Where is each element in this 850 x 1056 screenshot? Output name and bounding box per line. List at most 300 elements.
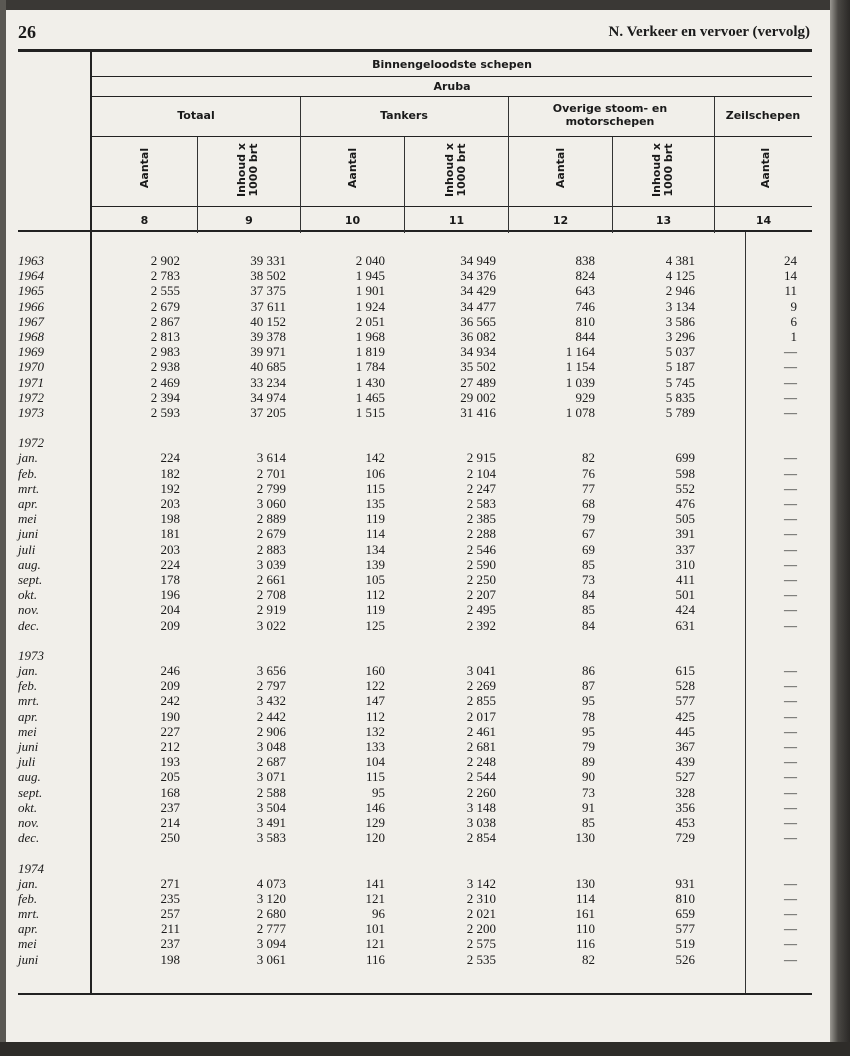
table-cell: 27 489	[460, 374, 496, 390]
scan-edge-top	[0, 0, 850, 10]
table-cell: 237	[160, 936, 180, 952]
table-cell: 84	[582, 617, 595, 633]
table-cell: 34 477	[460, 298, 496, 314]
table-cell: 90	[582, 769, 595, 785]
table-cell: 181	[160, 526, 180, 542]
table-cell: —	[784, 693, 797, 709]
table-cell: 310	[675, 556, 695, 572]
table-cell: 356	[675, 799, 695, 815]
header-bottom-rule	[18, 230, 812, 232]
table-cell: —	[784, 708, 797, 724]
table-cell: 2 575	[466, 936, 496, 952]
table-cell: 2 906	[256, 723, 286, 739]
table-cell: 2 680	[256, 906, 286, 922]
row-label: feb.	[18, 465, 38, 481]
table-cell: 2 248	[466, 754, 496, 770]
table-cell: 95	[582, 723, 595, 739]
row-label: juli	[18, 754, 36, 770]
table-cell: 476	[675, 496, 695, 511]
row-label: mei	[18, 936, 37, 952]
table-cell: 445	[675, 723, 695, 739]
table-cell: 5 745	[665, 374, 695, 390]
table-cell	[305, 435, 385, 450]
table-cell: 1 515	[355, 404, 385, 420]
table-cell	[100, 845, 180, 860]
row-label: 1969	[18, 344, 44, 360]
table-cell: 3 038	[466, 814, 496, 830]
header-zeilschepen: Zeilschepen	[725, 109, 801, 122]
table-cell: 2 544	[466, 769, 496, 785]
row-label	[18, 633, 88, 648]
table-cell: 5 789	[665, 404, 695, 420]
table-cell: —	[784, 617, 797, 633]
table-cell: 36 565	[460, 313, 496, 329]
bottom-rule	[18, 993, 812, 995]
header-subgroup: Aruba	[433, 80, 471, 93]
table-cell: 114	[575, 890, 595, 906]
table-cell: 101	[365, 921, 385, 937]
table-cell: 95	[372, 784, 385, 800]
table-cell: 598	[675, 465, 695, 481]
table-cell: 6	[790, 313, 797, 329]
row-label: feb.	[18, 890, 38, 906]
table-cell: 39 331	[250, 253, 286, 268]
table-cell: 328	[675, 784, 695, 800]
row-label: sept.	[18, 784, 43, 800]
col-number-12: 12	[552, 214, 569, 227]
table-cell: 122	[365, 678, 385, 694]
table-cell: 135	[365, 496, 385, 511]
row-label: nov.	[18, 814, 40, 830]
col14-values	[750, 253, 797, 967]
col9-values	[200, 253, 286, 967]
table-cell	[410, 435, 496, 450]
table-cell: 505	[675, 511, 695, 527]
header-overige: Overige stoom- en motorschepen	[552, 102, 668, 128]
table-cell: 2 555	[150, 283, 180, 299]
table-cell: 119	[365, 511, 385, 527]
table-cell: 115	[365, 480, 385, 496]
row-label: 1973	[18, 647, 44, 663]
table-cell	[615, 420, 695, 435]
table-cell: 4 073	[256, 875, 286, 891]
row-label: 1964	[18, 268, 44, 284]
table-cell: 2 902	[150, 253, 180, 268]
table-cell: 40 152	[250, 313, 286, 329]
table-cell: 931	[675, 875, 695, 891]
table-cell: 2 708	[256, 587, 286, 603]
table-cell	[750, 648, 797, 663]
table-cell: 4 381	[665, 253, 695, 268]
table-cell: —	[784, 921, 797, 937]
table-cell	[305, 648, 385, 663]
row-label: apr.	[18, 921, 38, 937]
table-cell: 3 071	[256, 769, 286, 785]
table-cell: 147	[365, 693, 385, 709]
table-cell: —	[784, 374, 797, 390]
header-rule-4	[92, 206, 812, 207]
table-cell: 2 021	[466, 906, 496, 922]
col11-label: Inhoud x 1000 brt	[443, 143, 468, 197]
table-cell: 224	[160, 556, 180, 572]
table-cell: 631	[675, 617, 695, 633]
table-cell: 205	[160, 769, 180, 785]
table-cell: —	[784, 602, 797, 618]
table-cell: 160	[365, 663, 385, 679]
table-cell: 3 022	[256, 617, 286, 633]
col-number-10: 10	[344, 214, 361, 227]
table-cell: 3 504	[256, 799, 286, 815]
table-cell: 3 061	[256, 951, 286, 967]
table-cell: 34 934	[460, 344, 496, 360]
col8-label: Aantal	[138, 147, 151, 189]
table-cell	[100, 435, 180, 450]
table-cell: 2 679	[256, 526, 286, 542]
table-cell	[410, 420, 496, 435]
row-label: 1974	[18, 860, 44, 876]
table-cell: —	[784, 404, 797, 420]
table-cell: 2 687	[256, 754, 286, 770]
table-cell: 5 835	[665, 389, 695, 405]
table-cell: 82	[582, 450, 595, 466]
table-cell: 2 247	[466, 480, 496, 496]
row-label: jan.	[18, 875, 38, 891]
table-cell	[305, 420, 385, 435]
col-number-9: 9	[245, 214, 253, 227]
table-cell	[515, 861, 595, 876]
table-cell	[410, 633, 496, 648]
table-cell: 659	[675, 906, 695, 922]
table-cell	[410, 845, 496, 860]
table-cell: 1 465	[355, 389, 385, 405]
table-cell: 5 187	[665, 359, 695, 375]
table-cell: 190	[160, 708, 180, 724]
table-cell: 2 588	[256, 784, 286, 800]
table-cell: 2 799	[256, 480, 286, 496]
table-cell: 76	[582, 465, 595, 481]
row-label: jan.	[18, 450, 38, 466]
table-cell: 106	[365, 465, 385, 481]
row-label: aug.	[18, 556, 41, 572]
section-title: N. Verkeer en vervoer (vervolg)	[608, 24, 810, 40]
col11-values	[410, 253, 496, 967]
row-labels	[18, 253, 88, 967]
table-cell: 130	[575, 875, 595, 891]
table-cell: 35 502	[460, 359, 496, 375]
table-cell: 146	[365, 799, 385, 815]
table-cell: 116	[575, 936, 595, 952]
table-cell: 2 469	[150, 374, 180, 390]
table-cell: 79	[582, 739, 595, 754]
table-cell: 2 854	[466, 830, 496, 846]
row-label: 1970	[18, 359, 44, 375]
table-cell: 120	[365, 830, 385, 846]
col-number-14: 14	[755, 214, 772, 227]
table-cell: 212	[160, 739, 180, 754]
table-cell: 2 546	[466, 541, 496, 557]
table-cell	[200, 861, 286, 876]
table-cell: 204	[160, 602, 180, 618]
table-cell: 91	[582, 799, 595, 815]
table-cell: 2 701	[256, 465, 286, 481]
table-cell: 2 813	[150, 328, 180, 344]
table-cell: 1 968	[355, 328, 385, 344]
row-label: feb.	[18, 678, 38, 694]
table-cell: 528	[675, 678, 695, 694]
table-cell: —	[784, 663, 797, 679]
table-cell: 577	[675, 921, 695, 937]
table-cell: 2 200	[466, 921, 496, 937]
table-cell	[750, 420, 797, 435]
table-cell: 78	[582, 708, 595, 724]
table-cell: 2 590	[466, 556, 496, 572]
table-cell: 125	[365, 617, 385, 633]
table-cell: —	[784, 480, 797, 496]
table-cell: 105	[365, 571, 385, 587]
col13-values	[615, 253, 695, 967]
table-cell: 453	[675, 814, 695, 830]
row-label: apr.	[18, 496, 38, 511]
table-cell: 3 134	[665, 298, 695, 314]
table-cell: 1 078	[565, 404, 595, 420]
table-cell: 2 385	[466, 511, 496, 527]
col8-values	[100, 253, 180, 967]
table-cell	[305, 861, 385, 876]
row-label: apr.	[18, 708, 38, 724]
table-cell: 224	[160, 450, 180, 466]
table-cell: 3 656	[256, 663, 286, 679]
table-cell: 34 949	[460, 253, 496, 268]
table-cell: 2 593	[150, 404, 180, 420]
table-cell: 196	[160, 587, 180, 603]
table-cell: 192	[160, 480, 180, 496]
table-cell: —	[784, 951, 797, 967]
row-label: mei	[18, 723, 37, 739]
table-cell: 3 142	[466, 875, 496, 891]
table-cell: 526	[675, 951, 695, 967]
table-cell: —	[784, 906, 797, 922]
table-cell: —	[784, 890, 797, 906]
table-cell: 439	[675, 754, 695, 770]
table-cell: 110	[575, 921, 595, 937]
table-cell: 209	[160, 617, 180, 633]
table-cell: —	[784, 450, 797, 466]
table-cell: 824	[575, 268, 595, 284]
table-cell: 643	[575, 283, 595, 299]
table-cell: 2 783	[150, 268, 180, 284]
table-cell	[200, 435, 286, 450]
top-rule	[18, 49, 812, 52]
row-label: 1965	[18, 283, 44, 299]
col14-label: Aantal	[759, 147, 772, 189]
body-divider-right	[745, 232, 746, 993]
table-cell: 29 002	[460, 389, 496, 405]
table-cell: 519	[675, 936, 695, 952]
table-cell: 1 039	[565, 374, 595, 390]
table-cell: 5 037	[665, 344, 695, 360]
table-cell: 237	[160, 799, 180, 815]
col10-values	[305, 253, 385, 967]
row-label: juni	[18, 739, 39, 754]
table-cell: —	[784, 389, 797, 405]
table-cell: 34 376	[460, 268, 496, 284]
table-cell: 37 375	[250, 283, 286, 299]
table-cell: —	[784, 511, 797, 527]
table-cell: —	[784, 496, 797, 511]
table-cell: 193	[160, 754, 180, 770]
table-cell	[200, 845, 286, 860]
table-cell: 2 681	[466, 739, 496, 754]
table-cell: 33 234	[250, 374, 286, 390]
table-cell: 2 946	[665, 283, 695, 299]
col13-label: Inhoud x 1000 brt	[650, 143, 675, 197]
table-cell: 3 048	[256, 739, 286, 754]
table-cell: 79	[582, 511, 595, 527]
row-label: 1972	[18, 435, 44, 451]
table-cell: 2 883	[256, 541, 286, 557]
table-cell: 2 797	[256, 678, 286, 694]
table-cell: 82	[582, 951, 595, 967]
table-cell: 424	[675, 602, 695, 618]
table-cell	[410, 648, 496, 663]
scan-edge-bottom	[0, 1042, 850, 1056]
table-cell: 2 017	[466, 708, 496, 724]
table-cell: 501	[675, 587, 695, 603]
table-cell: 2 392	[466, 617, 496, 633]
table-cell	[750, 845, 797, 860]
table-cell: 178	[160, 571, 180, 587]
table-cell: 2 867	[150, 313, 180, 329]
table-cell: 250	[160, 830, 180, 846]
table-cell: 142	[365, 450, 385, 466]
table-cell: 85	[582, 556, 595, 572]
table-cell: 2 777	[256, 921, 286, 937]
row-label: 1968	[18, 328, 44, 344]
table-cell: 139	[365, 556, 385, 572]
table-cell	[100, 633, 180, 648]
table-cell: 203	[160, 541, 180, 557]
table-cell: —	[784, 465, 797, 481]
table-cell	[615, 633, 695, 648]
table-cell: 133	[365, 739, 385, 754]
table-cell: 810	[675, 890, 695, 906]
table-cell: 810	[575, 313, 595, 329]
table-cell: 112	[365, 587, 385, 603]
table-cell: 203	[160, 496, 180, 511]
row-label: nov.	[18, 602, 40, 618]
table-cell: 168	[160, 784, 180, 800]
col-number-11: 11	[448, 214, 465, 227]
table-cell: 2 207	[466, 587, 496, 603]
row-label: mrt.	[18, 480, 40, 496]
row-label: sept.	[18, 571, 43, 587]
table-cell: 182	[160, 465, 180, 481]
table-cell: 1 164	[565, 344, 595, 360]
table-cell: —	[784, 359, 797, 375]
table-cell: 4 125	[665, 268, 695, 284]
col-number-13: 13	[655, 214, 672, 227]
table-cell: 214	[160, 814, 180, 830]
table-cell: 2 104	[466, 465, 496, 481]
table-cell: —	[784, 587, 797, 603]
row-label: dec.	[18, 830, 40, 846]
table-cell: —	[784, 769, 797, 785]
table-cell: 77	[582, 480, 595, 496]
table-cell: 3 041	[466, 663, 496, 679]
table-cell: 2 051	[355, 313, 385, 329]
table-cell: 121	[365, 936, 385, 952]
table-cell: 87	[582, 678, 595, 694]
table-cell: 68	[582, 496, 595, 511]
table-cell: 2 983	[150, 344, 180, 360]
table-cell: —	[784, 739, 797, 754]
row-label	[18, 845, 88, 860]
table-cell: 9	[790, 298, 797, 314]
table-cell	[515, 648, 595, 663]
table-cell: 3 432	[256, 693, 286, 709]
table-cell	[615, 845, 695, 860]
table-cell: —	[784, 830, 797, 846]
row-label: juni	[18, 951, 39, 967]
table-cell	[100, 420, 180, 435]
table-cell	[515, 435, 595, 450]
table-cell: 3 586	[665, 313, 695, 329]
table-cell: —	[784, 799, 797, 815]
table-cell: 34 429	[460, 283, 496, 299]
table-cell: 115	[365, 769, 385, 785]
col10-label: Aantal	[346, 147, 359, 189]
table-cell: 85	[582, 602, 595, 618]
table-cell: 130	[575, 830, 595, 846]
header-rule-2	[92, 96, 812, 97]
table-cell	[200, 420, 286, 435]
col12-label: Aantal	[554, 147, 567, 189]
table-cell: —	[784, 814, 797, 830]
col-number-8: 8	[140, 214, 149, 227]
table-cell	[515, 845, 595, 860]
table-cell: —	[784, 784, 797, 800]
table-cell: 2 040	[355, 253, 385, 268]
table-cell	[515, 633, 595, 648]
table-cell: 121	[365, 890, 385, 906]
table-cell: 34 974	[250, 389, 286, 405]
table-cell: 2 250	[466, 571, 496, 587]
table-cell	[615, 861, 695, 876]
table-cell: 3 120	[256, 890, 286, 906]
table-cell: 2 260	[466, 784, 496, 800]
row-label: juli	[18, 541, 36, 557]
table-cell: 209	[160, 678, 180, 694]
header-totaal: Totaal	[177, 109, 215, 122]
table-cell: 39 971	[250, 344, 286, 360]
page-number: 26	[18, 22, 36, 42]
table-cell: 1 154	[565, 359, 595, 375]
table-cell: 2 583	[466, 496, 496, 511]
row-label: 1967	[18, 313, 44, 329]
table-cell: 2 661	[256, 571, 286, 587]
table-cell: 198	[160, 951, 180, 967]
table-cell	[750, 861, 797, 876]
table-cell: 95	[582, 693, 595, 709]
table-cell: 2 919	[256, 602, 286, 618]
table-cell: —	[784, 556, 797, 572]
table-cell: 104	[365, 754, 385, 770]
table-cell: 1 430	[355, 374, 385, 390]
row-label: 1973	[18, 404, 44, 420]
table-cell: 73	[582, 784, 595, 800]
table-cell	[750, 435, 797, 450]
table-cell: 1 819	[355, 344, 385, 360]
